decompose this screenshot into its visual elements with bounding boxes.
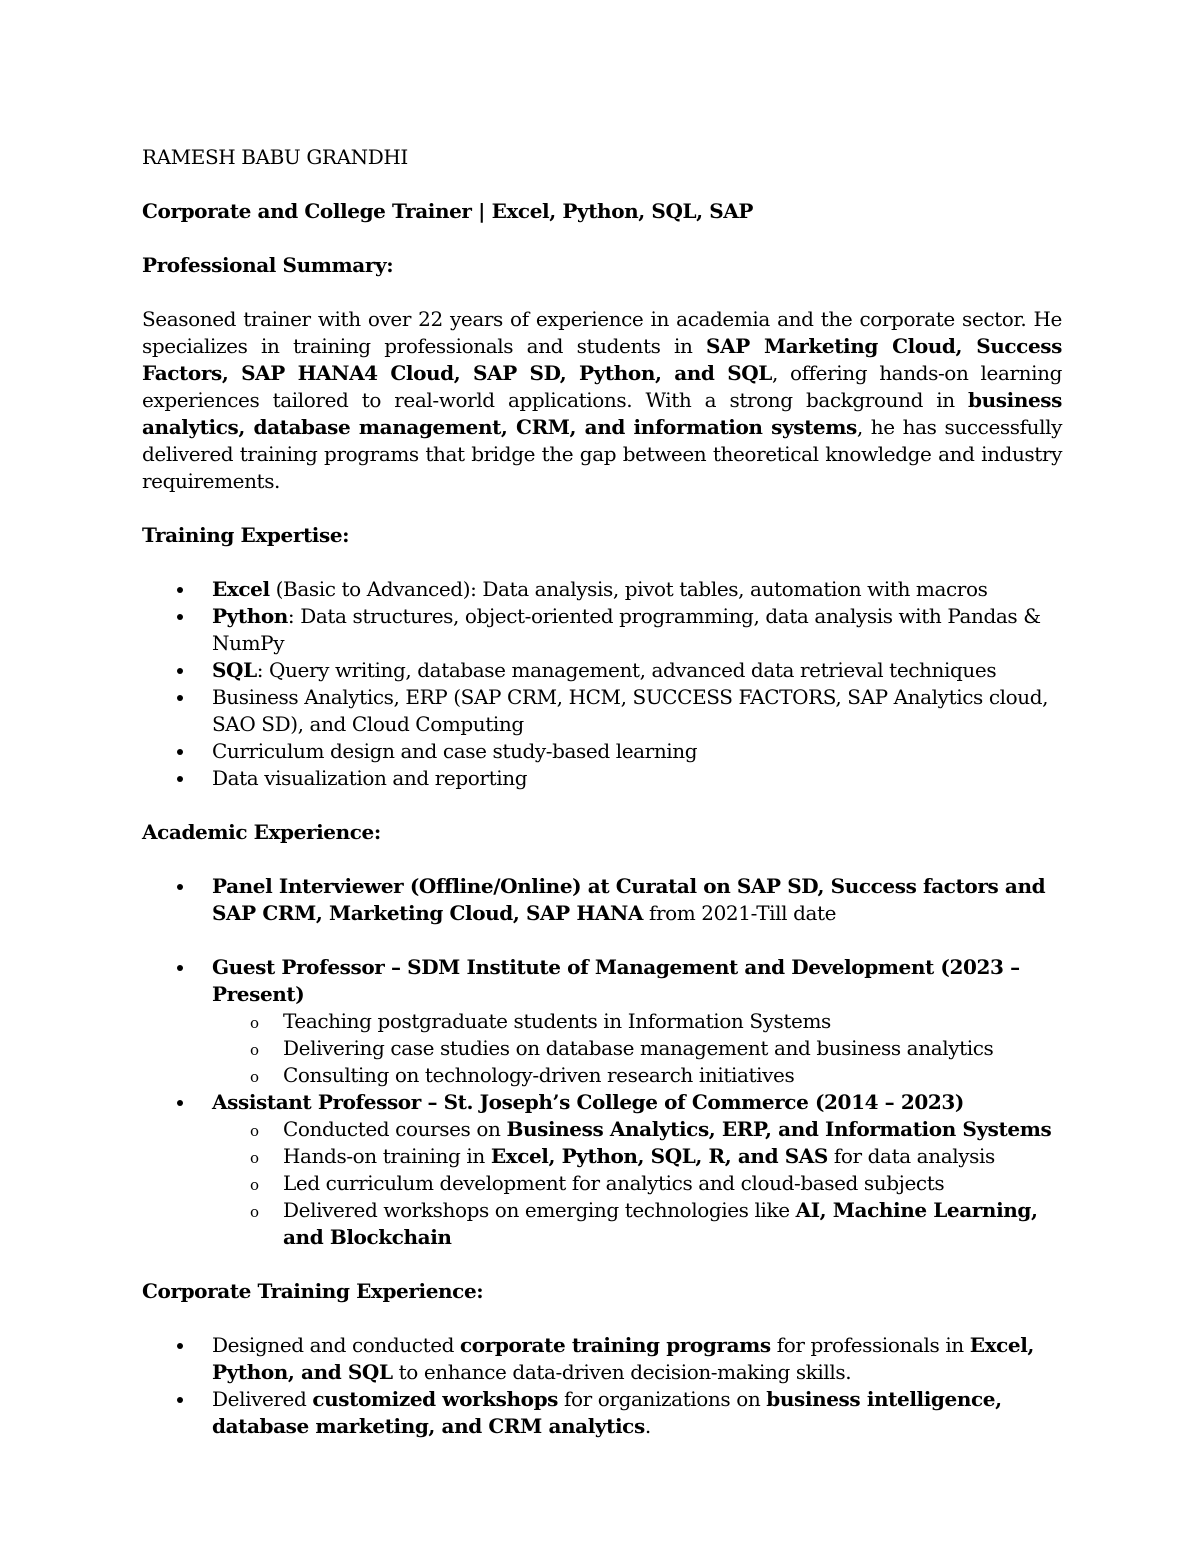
sub-list-item: o Consulting on technology-driven research initiatives: [212, 1062, 1062, 1089]
list-item: Assistant Professor – St. Joseph’s College of Commerce (2014 – 2023) o Conducted courses on Business Analytics, ERP, and Information Systems o Hands-on training in Excel, Python, SQL, R, and SAS for data analysis o Led curriculum development for analytics and cloud-based subjects o Delivered workshops on emerging technologies like AI, Machine Learning, and Blockchain: [142, 1089, 1062, 1251]
corporate-list: [142, 1332, 1062, 1440]
list-item: SQL: Query writing, database management, advanced data retrieval techniques: [142, 657, 1062, 684]
training-heading: Training Expertise:: [142, 523, 350, 547]
list-item: Excel (Basic to Advanced): Data analysis, pivot tables, automation with macros: [142, 576, 1062, 603]
summary-paragraph: Seasoned trainer with over 22 years of experience in academia and the corporate sector. He specializes in training professionals and students in SAP Marketing Cloud, Success Factors, SAP HANA4 Cloud, SAP SD, Python, and SQL, offering hands-on learning experiences tailored to real-world applications. With a strong background in business analytics, database management, CRM, and information systems, he has successfully delivered training programs that bridge the gap between theoretical knowledge and industry requirements.: [142, 307, 1063, 493]
training-list: [142, 576, 1062, 792]
tagline: Corporate and College Trainer | Excel, Python, SQL, SAP: [142, 199, 754, 223]
list-item: Data visualization and reporting: [142, 765, 1062, 792]
list-item: Business Analytics, ERP (SAP CRM, HCM, SUCCESS FACTORS, SAP Analytics cloud, SAO SD), and Cloud Computing: [142, 684, 1062, 738]
sub-list: [212, 1116, 1062, 1251]
summary-heading: Professional Summary:: [142, 253, 394, 277]
corporate-heading: Corporate Training Experience:: [142, 1279, 484, 1303]
list-item: Guest Professor – SDM Institute of Management and Development (2023 – Present) o Teaching postgraduate students in Information Systems o Delivering case studies on database management and business analytics o Consulting on technology-driven research initiatives: [142, 954, 1062, 1089]
candidate-name: RAMESH BABU GRANDHI: [142, 145, 408, 169]
sub-list-item: o Hands-on training in Excel, Python, SQL, R, and SAS for data analysis: [212, 1143, 1062, 1170]
sub-list-item: o Led curriculum development for analytics and cloud-based subjects: [212, 1170, 1062, 1197]
academic-list: [142, 873, 1062, 1251]
list-item: Delivered customized workshops for organizations on business intelligence, database marketing, and CRM analytics.: [142, 1386, 1062, 1440]
list-item: Panel Interviewer (Offline/Online) at Curatal on SAP SD, Success factors and SAP CRM, Marketing Cloud, SAP HANA from 2021-Till date: [142, 873, 1062, 927]
sub-list-item: o Conducted courses on Business Analytics, ERP, and Information Systems: [212, 1116, 1062, 1143]
sub-list-item: o Delivered workshops on emerging technologies like AI, Machine Learning, and Blockchain: [212, 1197, 1062, 1251]
list-item: Python: Data structures, object-oriented programming, data analysis with Pandas & NumPy: [142, 603, 1062, 657]
list-item: Curriculum design and case study-based learning: [142, 738, 1062, 765]
academic-heading: Academic Experience:: [142, 820, 381, 844]
sub-list-item: o Delivering case studies on database management and business analytics: [212, 1035, 1062, 1062]
sub-list-item: o Teaching postgraduate students in Information Systems: [212, 1008, 1062, 1035]
resume-body: [142, 144, 1062, 1440]
list-item: Designed and conducted corporate training programs for professionals in Excel, Python, and SQL to enhance data-driven decision-making skills.: [142, 1332, 1062, 1386]
sub-list: [212, 1008, 1062, 1089]
